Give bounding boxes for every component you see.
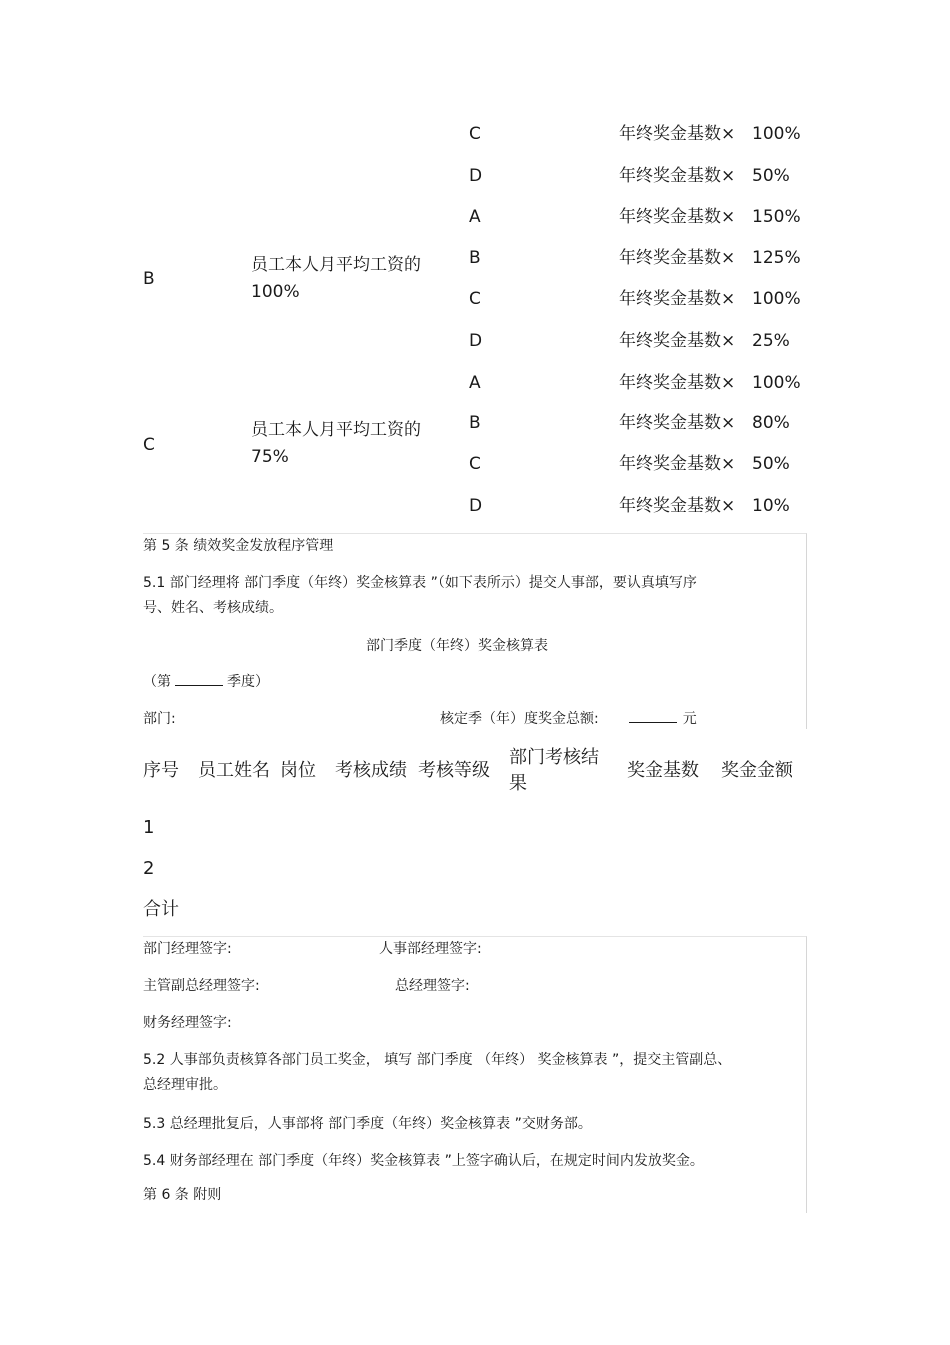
formula-cell: 年终奖金基数× <box>619 373 736 393</box>
grade-cell: A <box>469 373 481 393</box>
grade-cell: C <box>469 454 481 474</box>
performance-level: B <box>143 269 155 289</box>
formula-cell: 年终奖金基数× <box>619 248 736 268</box>
section-frame-top <box>143 533 807 729</box>
formula-cell: 年终奖金基数× <box>619 454 736 474</box>
pct-cell: 50% <box>752 166 790 186</box>
bonus-base-line2: 100% <box>251 282 300 302</box>
header-position: 岗位 <box>280 760 316 781</box>
pct-cell: 150% <box>752 207 801 227</box>
formula-cell: 年终奖金基数× <box>619 496 736 516</box>
quarter-blank <box>175 685 223 686</box>
formula-cell: 年终奖金基数× <box>619 207 736 227</box>
header-index: 序号 <box>143 760 179 781</box>
sig-hr-manager: 人事部经理签字: <box>379 941 482 957</box>
header-bonus-amount: 奖金金额 <box>721 760 793 781</box>
pct-cell: 50% <box>752 454 790 474</box>
bonus-base-line1: 员工本人月平均工资的 <box>251 420 421 440</box>
total-blank <box>629 722 677 723</box>
quarter-line <box>143 672 269 692</box>
formula-cell: 年终奖金基数× <box>619 331 736 351</box>
header-score: 考核成绩 <box>335 760 407 781</box>
sig-dept-manager: 部门经理签字: <box>143 941 232 957</box>
bonus-base-line1: 员工本人月平均工资的 <box>251 255 421 275</box>
formula-cell: 年终奖金基数× <box>619 166 736 186</box>
pct-cell: 10% <box>752 496 790 516</box>
pct-cell: 100% <box>752 373 801 393</box>
header-bonus-base: 奖金基数 <box>627 760 699 781</box>
grade-cell: D <box>469 496 483 516</box>
formula-cell: 年终奖金基数× <box>619 124 736 144</box>
pct-cell: 125% <box>752 248 801 268</box>
grade-cell: D <box>469 331 483 351</box>
form-title: 部门季度（年终）奖金核算表 <box>366 638 548 654</box>
header-name: 员工姓名 <box>198 760 270 781</box>
performance-level: C <box>143 435 155 455</box>
grade-cell: C <box>469 124 481 144</box>
grade-cell: B <box>469 248 481 268</box>
formula-cell: 年终奖金基数× <box>619 289 736 309</box>
article-5-title: 第 5 条 绩效奖金发放程序管理 <box>143 538 334 554</box>
pct-cell: 25% <box>752 331 790 351</box>
total-label: 核定季（年）度奖金总额: <box>440 711 599 727</box>
paragraph-5-1-line2: 号、姓名、考核成绩。 <box>143 600 283 616</box>
paragraph-5-3: 5.3 总经理批复后，人事部将 部门季度（年终）奖金核算表 ”交财务部。 <box>143 1116 592 1132</box>
total-unit: 元 <box>682 711 697 727</box>
pct-cell: 80% <box>752 413 790 433</box>
pct-cell: 100% <box>752 124 801 144</box>
bonus-base-line2: 75% <box>251 447 289 467</box>
total-line <box>440 709 697 729</box>
formula-cell: 年终奖金基数× <box>619 413 736 433</box>
article-6-title: 第 6 条 附则 <box>143 1187 222 1203</box>
paragraph-5-2-line1: 5.2 人事部负责核算各部门员工奖金， 填写 部门季度 （年终） 奖金核算表 ”，提交主管副总、 <box>143 1052 732 1068</box>
grade-cell: B <box>469 413 481 433</box>
quarter-prefix: （第 <box>143 674 171 690</box>
grade-cell: D <box>469 166 483 186</box>
sig-gm: 总经理签字: <box>395 978 470 994</box>
table-row-label: 1 <box>143 817 155 838</box>
table-row-label: 2 <box>143 858 155 879</box>
header-level: 考核等级 <box>418 760 490 781</box>
grade-cell: A <box>469 207 481 227</box>
paragraph-5-4: 5.4 财务部经理在 部门季度（年终）奖金核算表 ”上签字确认后，在规定时间内发放奖金。 <box>143 1153 704 1169</box>
sig-vp: 主管副总经理签字: <box>143 978 260 994</box>
paragraph-5-1-line1: 5.1 部门经理将 部门季度（年终）奖金核算表 ”（如下表所示）提交人事部，要认真填写序 <box>143 575 697 591</box>
sig-finance: 财务经理签字: <box>143 1015 232 1031</box>
header-dept-result-line1: 部门考核结 <box>509 747 599 768</box>
quarter-suffix: 季度） <box>227 674 269 690</box>
dept-label: 部门: <box>143 711 176 727</box>
grade-cell: C <box>469 289 481 309</box>
table-row-total: 合计 <box>143 899 179 920</box>
pct-cell: 100% <box>752 289 801 309</box>
header-dept-result-line2: 果 <box>509 773 527 794</box>
paragraph-5-2-line2: 总经理审批。 <box>143 1077 227 1093</box>
